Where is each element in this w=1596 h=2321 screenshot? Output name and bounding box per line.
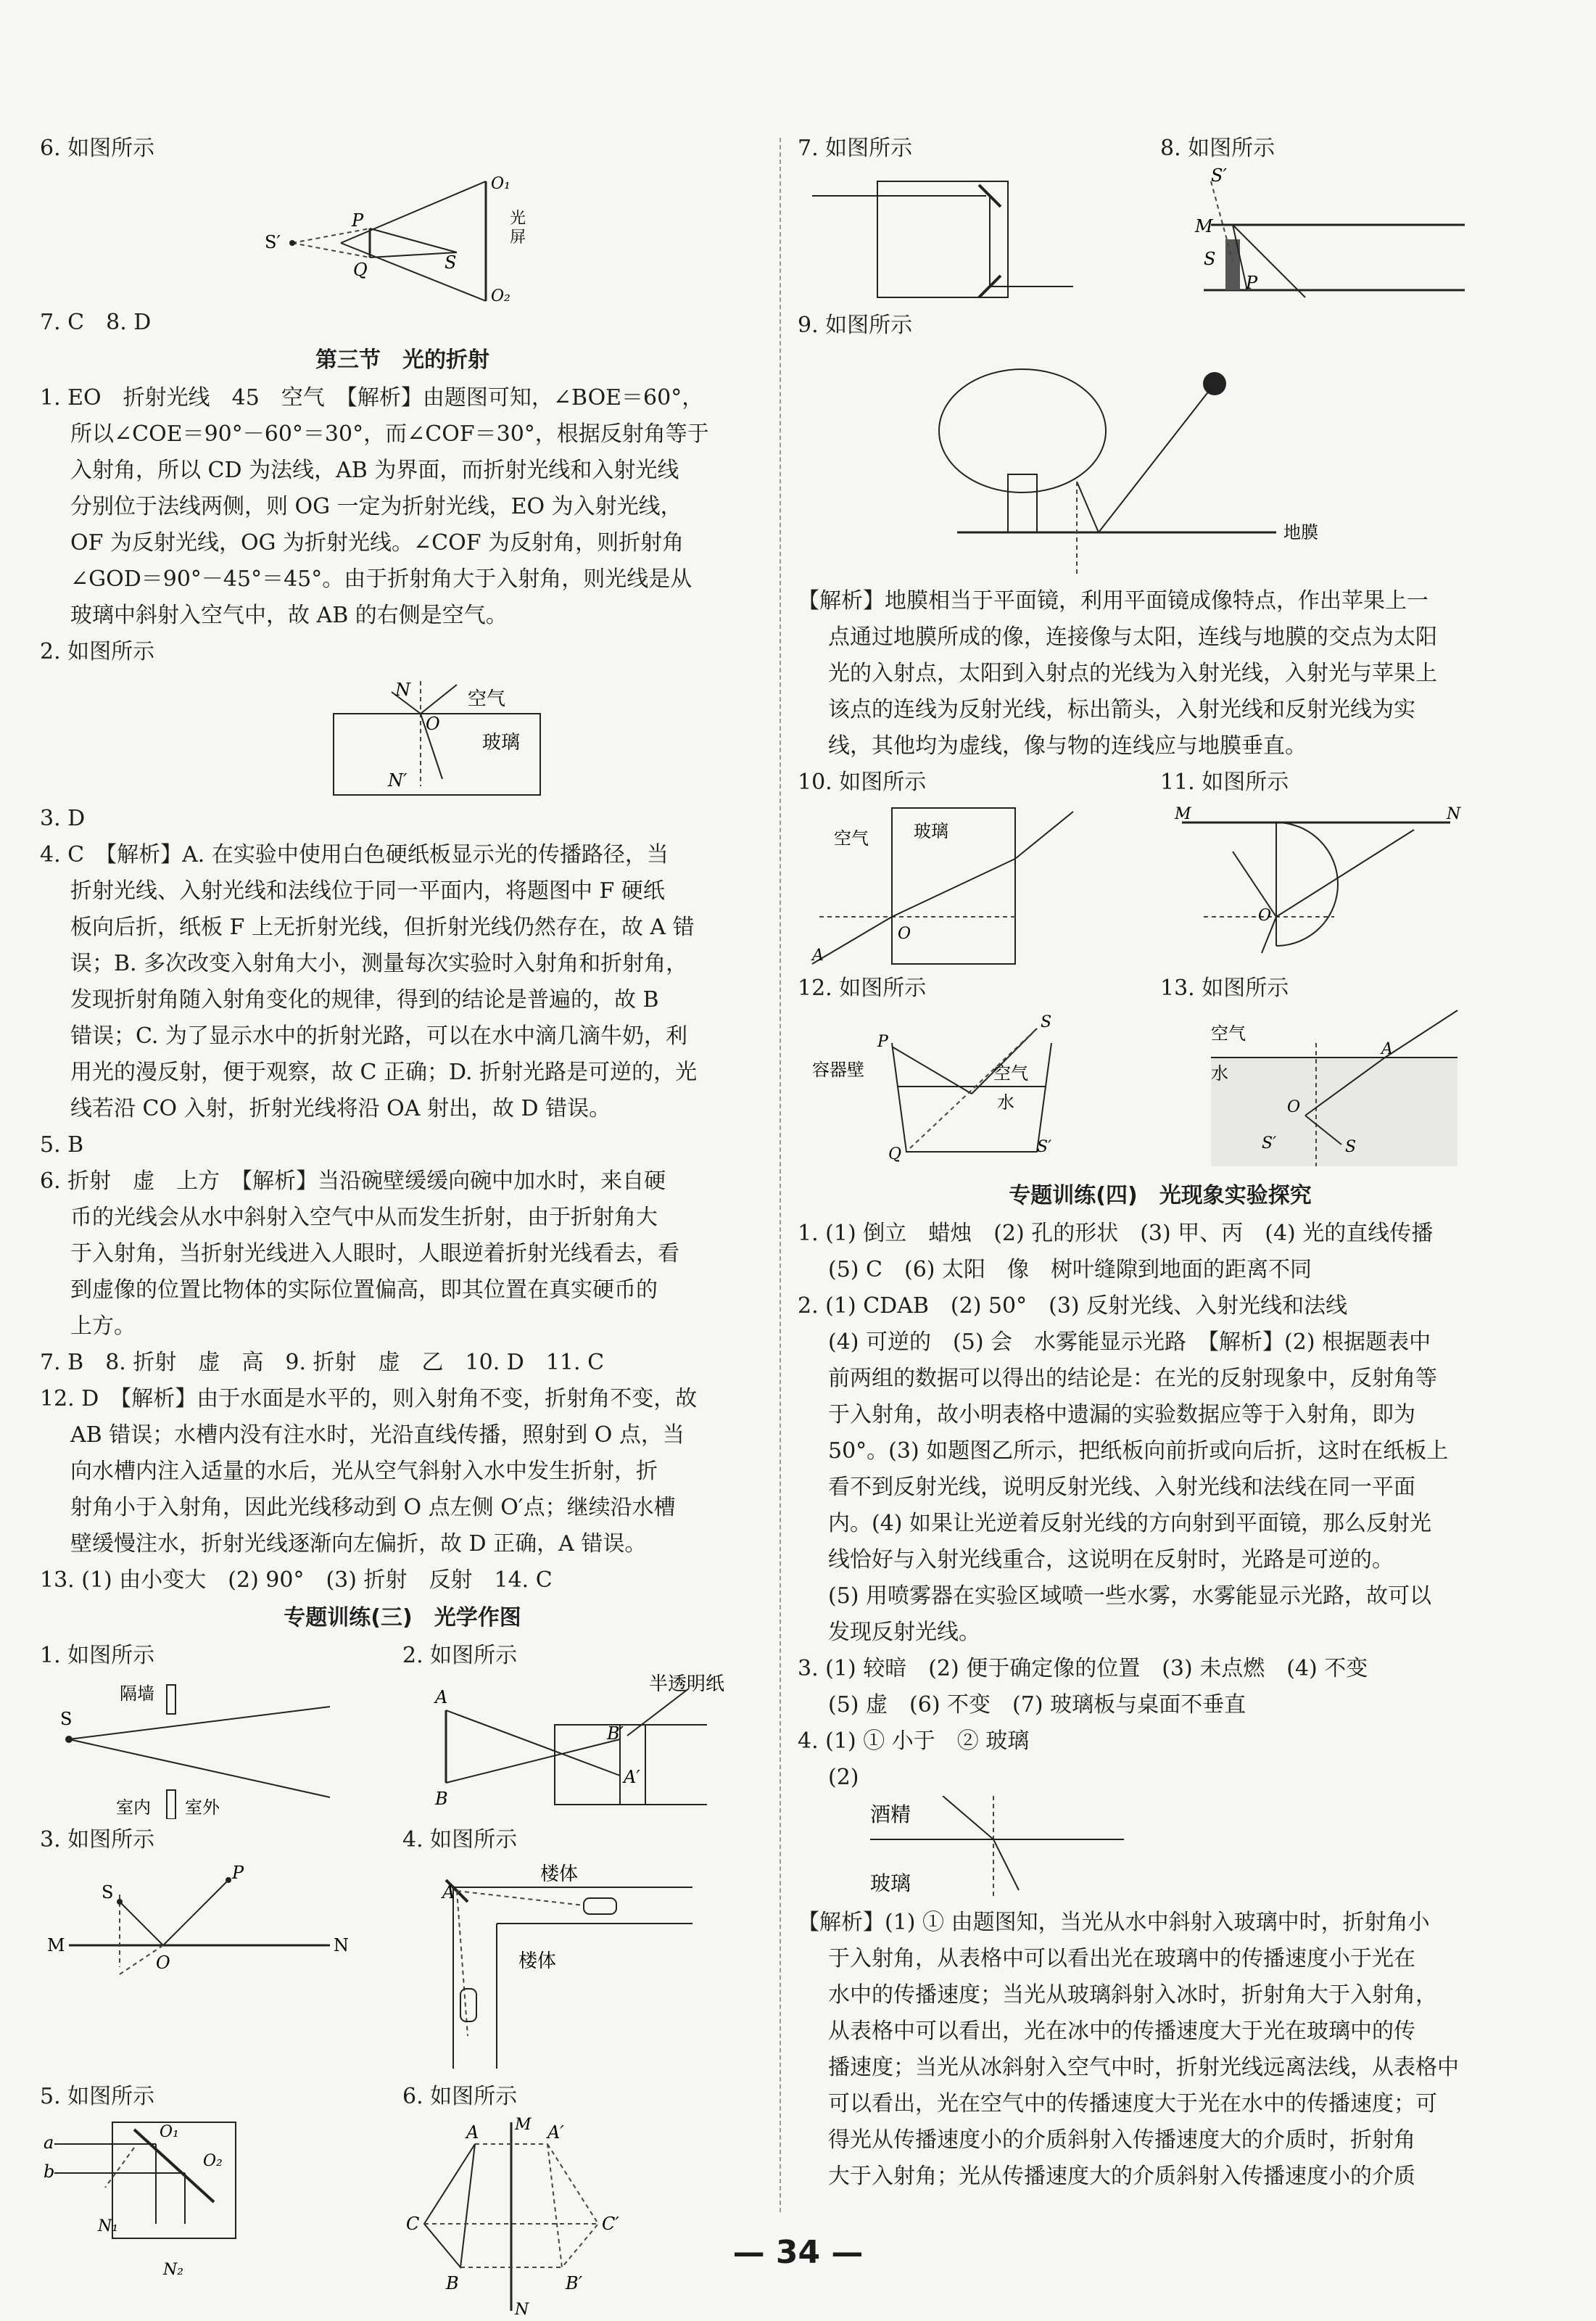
figure-pinhole <box>402 1674 751 1819</box>
figure-row <box>40 1638 765 1822</box>
text-line: 上方。 <box>70 1314 136 1339</box>
label: N <box>1447 805 1461 823</box>
label: O₂ <box>491 287 510 305</box>
text-line: 该点的连线为反射光线，标出箭头，入射光线和反射光线为实 <box>828 697 1415 722</box>
text-line: 可以看出，光在空气中的传播速度大于光在水中的传播速度；可 <box>828 2091 1437 2116</box>
text-line: 8. 如图所示 <box>1160 136 1275 161</box>
text-line: 3. 如图所示 <box>40 1827 155 1852</box>
text-line: 线若沿 CO 入射，折射光线将沿 OA 射出，故 D 错误。 <box>70 1096 611 1121</box>
text-line: 入射角，所以 CD 为法线，AB 为界面，而折射光线和入射光线 <box>70 458 679 483</box>
text-line: 7. B 8. 折射 虚 高 9. 折射 虚 乙 10. D 11. C <box>40 1350 605 1375</box>
label: S <box>1204 249 1216 269</box>
column-divider <box>780 138 781 2212</box>
text-line: OF 为反射光线，OG 为折射光线。∠COF 为反射角，则折射角 <box>70 530 685 556</box>
label: S′ <box>1211 167 1227 186</box>
label: 水 <box>1211 1063 1228 1084</box>
text-line: 播速度；当光从冰斜射入空气中时，折射光线远离法线，从表格中 <box>828 2055 1459 2080</box>
label: Q <box>888 1145 902 1163</box>
figure-triangle-image <box>402 2115 751 2318</box>
label: 半透明纸 <box>649 1674 725 1695</box>
answer-block <box>798 1216 1523 1760</box>
text-line: 9. 如图所示 <box>798 313 913 338</box>
label: S <box>1041 1013 1052 1031</box>
section-title: 专题训练(三) 光学作图 <box>284 1605 521 1631</box>
text-line: (4) 可逆的 (5) 会 水雾能显示光路 【解析】(2) 根据题表中 <box>828 1329 1431 1355</box>
label: 地膜 <box>1283 522 1318 543</box>
label: 玻璃 <box>482 732 521 754</box>
text-line: 从表格中可以看出，光在冰中的传播速度大于光在玻璃中的传 <box>828 2019 1415 2044</box>
text-line: 13. (1) 由小变大 (2) 90° (3) 折射 反射 14. C <box>40 1567 553 1593</box>
answer-block <box>40 380 765 634</box>
text-line: 水中的传播速度；当光从玻璃斜射入冰时，折射角大于入射角， <box>828 1982 1437 2008</box>
text-line: 于入射角，故小明表格中遗漏的实验数据应等于入射角，即为 <box>828 1402 1415 1427</box>
figure-semicircle <box>1160 801 1508 968</box>
label: B <box>435 1789 448 1809</box>
label: 酒精 <box>870 1802 911 1826</box>
label: A′ <box>547 2122 564 2143</box>
label: S′ <box>1037 1138 1052 1156</box>
label: C <box>406 2214 420 2234</box>
figure-shadow <box>1160 167 1508 305</box>
figure-wall <box>40 1674 388 1819</box>
label: A′ <box>624 1767 640 1787</box>
text-line: 板向后折，纸板 F 上无折射光线，但折射光线仍然存在，故 A 错 <box>70 915 695 940</box>
label: M <box>515 2116 532 2134</box>
label: O₂ <box>203 2152 223 2170</box>
text-line: 【解析】(1) ① 由题图知，当光从水中斜射入玻璃中时，折射角小 <box>798 1910 1430 1935</box>
text-line: 5. 如图所示 <box>40 2084 155 2109</box>
text-line: 7. 如图所示 <box>798 136 913 161</box>
text-line: (5) 用喷雾器在实验区域喷一些水雾，水雾能显示光路，故可以 <box>828 1583 1432 1609</box>
answer-block <box>40 837 765 1127</box>
text-line: 点通过地膜所成的像，连接像与太阳，连线与地膜的交点为太阳 <box>828 624 1437 650</box>
label: S <box>445 252 457 273</box>
label: A <box>466 2122 479 2143</box>
text-line: 玻璃中斜射入空气中，故 AB 的右侧是空气。 <box>70 603 508 628</box>
label: 室内 <box>116 1797 151 1818</box>
text-line: 币的光线会从水中斜射入空气中从而发生折射，由于折射角大 <box>70 1205 658 1230</box>
label: O₁ <box>160 2123 179 2141</box>
text-line: 12. 如图所示 <box>798 976 927 1001</box>
left-column <box>40 131 765 2321</box>
text-line: ∠GOD＝90°－45°＝45°。由于折射角大于入射角，则光线是从 <box>70 566 692 592</box>
figure-periscope <box>40 2115 388 2304</box>
label: M <box>47 1935 65 1955</box>
text-line: (5) 虚 (6) 不变 (7) 玻璃板与桌面不垂直 <box>828 1692 1246 1718</box>
label: S′ <box>265 232 281 252</box>
label: B′ <box>607 1723 624 1744</box>
text-line: 4. 如图所示 <box>402 1827 518 1852</box>
text-line: 6. 折射 虚 上方 【解析】当沿碗壁缓缓向碗中加水时，来自硬 <box>40 1168 666 1194</box>
text-line: AB 错误；水槽内没有注水时，光沿直线传播，照射到 O 点，当 <box>70 1422 685 1448</box>
label: 隔墙 <box>120 1683 154 1704</box>
label: 空气 <box>993 1063 1028 1084</box>
figure-container <box>798 1007 1146 1174</box>
label: N₁ <box>98 2217 119 2235</box>
text-line: 误；B. 多次改变入射角大小，测量每次实验时入射角和折射角， <box>70 951 688 976</box>
text-line: (2) <box>828 1765 859 1790</box>
figure-row <box>40 2079 765 2321</box>
label: 水 <box>997 1092 1014 1113</box>
page-number: — 34 — <box>732 2234 864 2271</box>
text-line: 向水槽内注入适量的水后，光从空气斜射入水中发生折射，折 <box>70 1459 658 1484</box>
label: P <box>352 210 364 231</box>
label: 玻璃 <box>914 821 948 841</box>
text-line: 11. 如图所示 <box>1160 770 1289 795</box>
text-line: 前两组的数据可以得出的结论是：在光的反射现象中，反射角等 <box>828 1366 1437 1391</box>
label: 容器壁 <box>812 1060 864 1080</box>
label: 空气 <box>1211 1023 1246 1044</box>
label: B <box>446 2273 459 2293</box>
answer-7-8: 7. C 8. D <box>40 310 152 335</box>
label: N <box>515 2301 529 2318</box>
label: a <box>44 2132 54 2153</box>
text-line: 线，其他均为虚线，像与物的连线应与地膜垂直。 <box>828 733 1307 759</box>
text-line: 2. 如图所示 <box>402 1643 518 1668</box>
text-line: 壁缓慢注水，折射光线逐渐向左偏折，故 D 正确，A 错误。 <box>70 1531 647 1557</box>
label: 光 <box>510 210 526 228</box>
figure-corner-mirror <box>402 1858 751 2076</box>
label: 楼体 <box>518 1950 557 1972</box>
figure-row <box>40 1822 765 2079</box>
text-line: 10. 如图所示 <box>798 770 927 795</box>
label: M <box>1195 216 1213 236</box>
figure-box-mirrors <box>798 167 1146 305</box>
right-column <box>798 131 1523 2195</box>
figure-mirror-mn <box>40 1858 388 1989</box>
label: P <box>232 1863 244 1883</box>
answer-block <box>40 1163 765 1345</box>
text-line: 13. 如图所示 <box>1160 976 1289 1001</box>
label: O <box>1258 907 1272 925</box>
label: 屏 <box>510 228 526 247</box>
label: S <box>60 1709 73 1729</box>
figure-alcohol-glass <box>798 1796 1523 1905</box>
label: S′ <box>1262 1134 1277 1153</box>
text-line: 分别位于法线两侧，则 OG 一定为折射光线，EO 为入射光线， <box>70 494 682 519</box>
answer-6: 6. 如图所示 <box>40 136 155 161</box>
text-line: 到虚像的位置比物体的实际位置偏高，即其位置在真实硬币的 <box>70 1277 658 1303</box>
text-line: 于入射角，从表格中可以看出光在玻璃中的传播速度小于光在 <box>828 1946 1415 1971</box>
label: S <box>1345 1138 1357 1156</box>
label: N <box>395 680 410 700</box>
answer-block <box>40 1381 765 1562</box>
label: P <box>877 1033 888 1051</box>
figure-row <box>798 131 1523 308</box>
label: A <box>442 1882 455 1902</box>
answer-block <box>798 583 1523 764</box>
label: S <box>102 1882 114 1902</box>
label: b <box>44 2161 55 2182</box>
text-line: 4. (1) ① 小于 ② 玻璃 <box>798 1728 1030 1754</box>
label: N′ <box>388 770 408 791</box>
section-title: 第三节 光的折射 <box>315 347 489 373</box>
figure-mirror-image <box>40 167 765 305</box>
label: A <box>435 1687 448 1707</box>
label: O₁ <box>491 175 510 193</box>
label: 楼体 <box>540 1863 579 1885</box>
text-line: 光的入射点，太阳到入射点的光线为入射光线，入射光与苹果上 <box>828 661 1437 686</box>
label: P <box>1246 273 1258 293</box>
text-line: 【解析】地膜相当于平面镜，利用平面镜成像特点，作出苹果上一 <box>798 588 1428 614</box>
text-line: 50°。(3) 如题图乙所示，把纸板向前折或向后折，这时在纸板上 <box>828 1438 1449 1464</box>
text-line: 错误；C. 为了显示水中的折射光路，可以在水中滴几滴牛奶，利 <box>70 1023 687 1049</box>
text-line: 射角小于入射角，因此光线移动到 O 点左侧 O′点；继续沿水槽 <box>70 1495 676 1520</box>
label: A <box>1381 1040 1393 1058</box>
text-line: 4. C 【解析】A. 在实验中使用白色硬纸板显示光的传播路径，当 <box>40 842 669 867</box>
text-line: 看不到反射光线，说明反射光线、入射光线和法线在同一平面 <box>828 1475 1415 1500</box>
label: B′ <box>566 2273 583 2293</box>
figure-tree-sun <box>798 344 1523 583</box>
text-line: 于入射角，当折射光线进入人眼时，人眼逆着折射光线看去，看 <box>70 1241 679 1266</box>
text-line: 内。(4) 如果让光逆着反射光线的方向射到平面镜，那么反射光 <box>828 1511 1432 1536</box>
text-line: 2. (1) CDAB (2) 50° (3) 反射光线、入射光线和法线 <box>798 1293 1348 1319</box>
text-line: 3. (1) 较暗 (2) 便于确定像的位置 (3) 未点燃 (4) 不变 <box>798 1656 1368 1681</box>
label: O <box>898 925 911 943</box>
label: 空气 <box>468 688 506 710</box>
label: M <box>1175 805 1191 823</box>
label: C′ <box>602 2214 619 2234</box>
label: N₂ <box>163 2261 184 2279</box>
label: Q <box>353 260 368 280</box>
text-line: 3. D <box>40 806 86 831</box>
text-line: 5. B <box>40 1132 84 1158</box>
text-line: 大于入射角；光从传播速度大的介质斜射入传播速度小的介质 <box>828 2164 1415 2189</box>
text-line: 1. EO 折射光线 45 空气 【解析】由题图可知，∠BOE＝60°， <box>40 385 704 411</box>
text-line: (5) C (6) 太阳 像 树叶缝隙到地面的距离不同 <box>828 1257 1312 1282</box>
text-line: 折射光线、入射光线和法线位于同一平面内，将题图中 F 硬纸 <box>70 878 665 904</box>
text-line: 12. D 【解析】由于水面是水平的，则入射角不变，折射角不变，故 <box>40 1386 698 1411</box>
section-title: 专题训练(四) 光现象实验探究 <box>1009 1183 1312 1208</box>
text-line: 1. (1) 倒立 蜡烛 (2) 孔的形状 (3) 甲、丙 (4) 光的直线传播 <box>798 1221 1434 1246</box>
text-line: 发现反射光线。 <box>828 1620 980 1645</box>
label: 玻璃 <box>870 1871 911 1895</box>
text-line: 所以∠COE＝90°－60°＝30°，而∠COF＝30°，根据反射角等于 <box>70 421 709 447</box>
text-line: 2. 如图所示 <box>40 639 155 664</box>
text-line: 用光的漫反射，便于观察，故 C 正确；D. 折射光路是可逆的，光 <box>70 1060 698 1085</box>
figure-water-surface <box>1160 1007 1508 1174</box>
figure-refraction-glass <box>40 670 765 801</box>
label: O <box>1287 1098 1301 1116</box>
label: N <box>334 1935 349 1955</box>
figure-row <box>798 764 1523 970</box>
label: 空气 <box>834 828 869 849</box>
label: O <box>426 714 440 734</box>
label: A <box>812 947 824 965</box>
label: 室外 <box>185 1797 220 1818</box>
answer-block <box>798 1905 1523 2195</box>
text-line: 线恰好与入射光线重合，这说明在反射时，光路是可逆的。 <box>828 1547 1394 1572</box>
figure-row <box>798 970 1523 1176</box>
label: O <box>156 1953 170 1973</box>
text-line: 得光从传播速度小的介质斜射入传播速度大的介质时，折射角 <box>828 2127 1415 2153</box>
text-line: 1. 如图所示 <box>40 1643 155 1668</box>
text-line: 发现折射角随入射角变化的规律，得到的结论是普遍的，故 B <box>70 987 659 1013</box>
text-line: 6. 如图所示 <box>402 2084 518 2109</box>
figure-glass-block <box>798 801 1146 968</box>
